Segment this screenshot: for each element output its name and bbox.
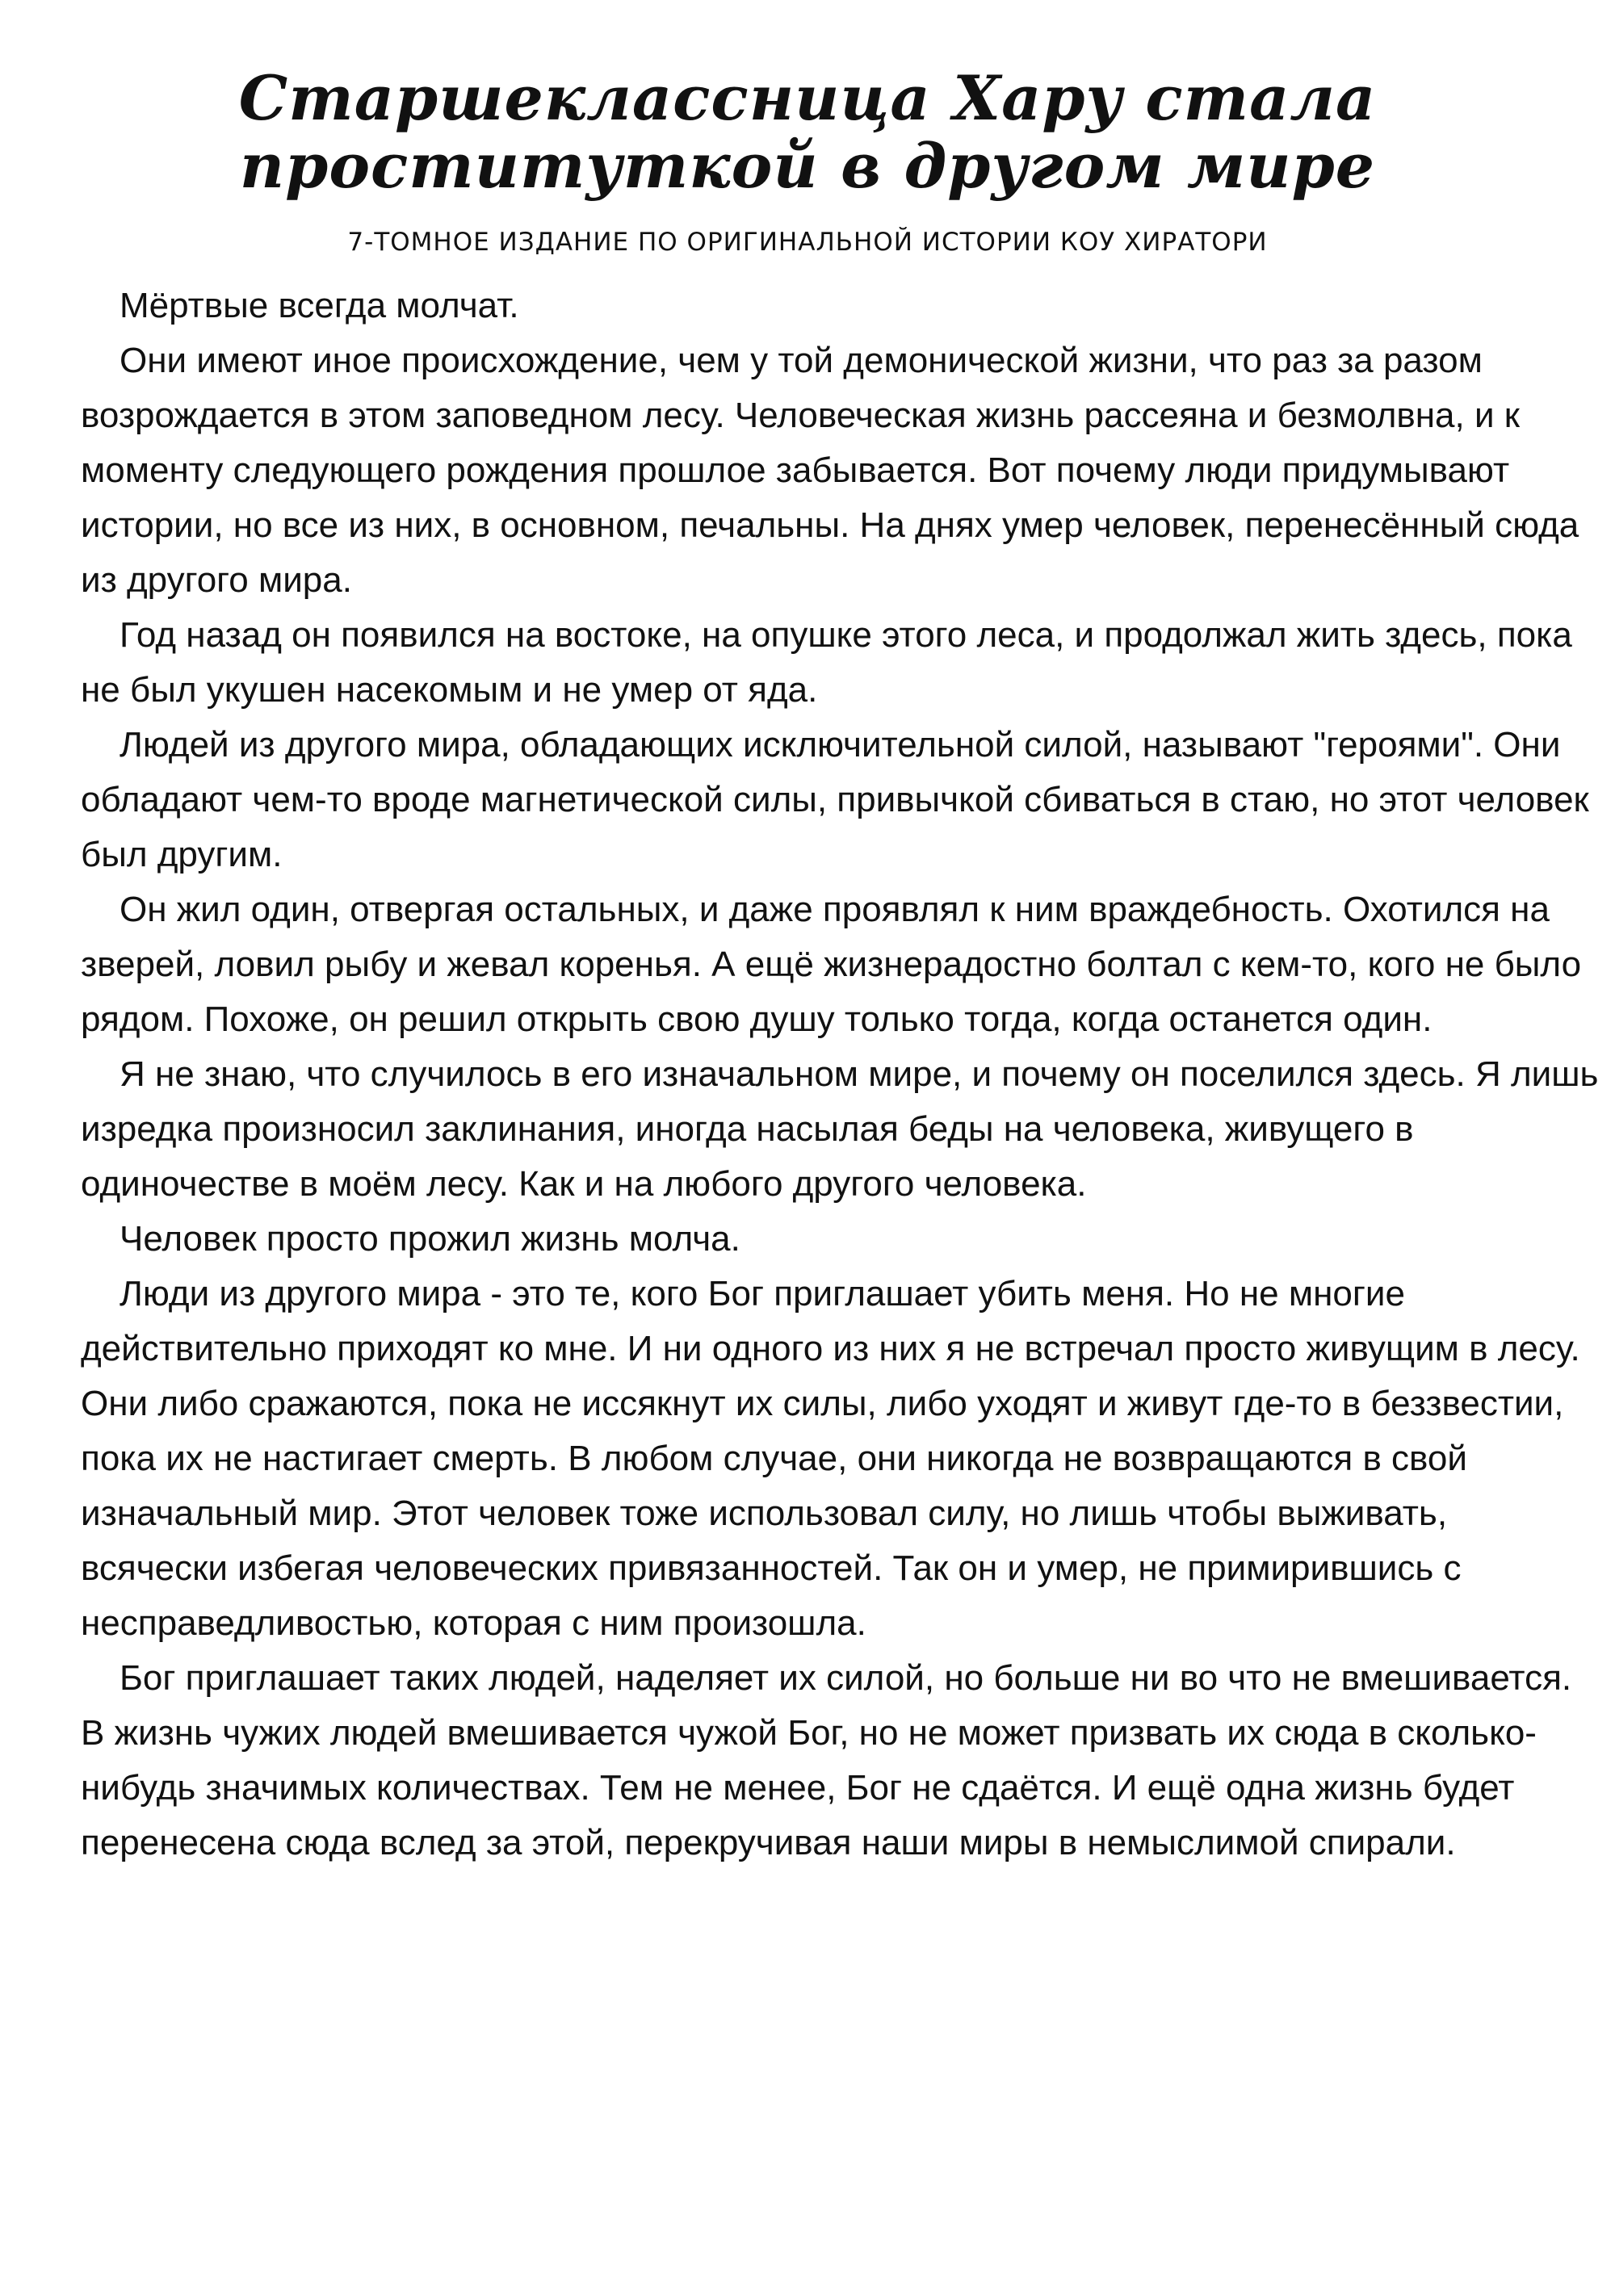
subtitle: 7-ТОМНОЕ ИЗДАНИЕ ПО ОРИГИНАЛЬНОЙ ИСТОРИИ КОУ ХИРАТОРИ — [347, 228, 1268, 257]
paragraph: Бог приглашает таких людей, наделяет их силой, но больше ни во что не вмешивается. В жизнь чужих людей вмешивается чужой Бог, но не может призвать их сюда в сколько-нибудь значимых количествах. Тем не менее, Бог не сдаётся. И ещё одна жизнь будет перенесена сюда вслед за этой, перекручивая наши миры в немыслимой спирали. — [81, 1658, 1572, 1862]
body-text — [81, 279, 1599, 1871]
title-line-2: проституткой в другом мире — [239, 130, 1376, 202]
paragraph: Людей из другого мира, обладающих исключительной силой, называют "героями". Они обладают чем-то вроде магнетической силы, привычкой сбиваться в стаю, но этот человек был другим. — [81, 725, 1589, 874]
title-block — [0, 62, 1615, 258]
paragraph: Год назад он появился на востоке, на опушке этого леса, и продолжал жить здесь, пока не был укушен насекомым и не умер от яда. — [81, 615, 1572, 710]
paragraph: Человек просто прожил жизнь молча. — [120, 1219, 740, 1259]
paragraph: Он жил один, отвергая остальных, и даже проявлял к ним враждебность. Охотился на зверей, ловил рыбу и жевал коренья. А ещё жизнерадостно болтал с кем-то, кого не было рядом. Похоже, он решил открыть свою душу только тогда, когда останется один. — [81, 890, 1582, 1039]
paragraph: Люди из другого мира - это те, кого Бог приглашает убить меня. Но не многие действительно приходят ко мне. И ни одного из них я не встречал просто живущим в лесу. Они либо сражаются, пока не иссякнут их силы, либо уходят и живут где-то в беззвестии, пока их не настигает смерть. В любом случае, они никогда не возвращаются в свой изначальный мир. Этот человек тоже использовал силу, но лишь чтобы выживать, всячески избегая человеческих привязанностей. Так он и умер, не примирившись с несправедливостью, которая с ним произошла. — [81, 1274, 1580, 1643]
paragraph: Они имеют иное происхождение, чем у той демонической жизни, что раз за разом возрождается в этом заповедном лесу. Человеческая жизнь рассеяна и безмолвна, и к моменту следующего рождения прошлое забывается. Вот почему люди придумывают истории, но все из них, в основном, печальны. На днях умер человек, перенесённый сюда из другого мира. — [81, 341, 1579, 600]
paragraph: Мёртвые всегда молчат. — [120, 286, 519, 325]
paragraph: Я не знаю, что случилось в его изначальном мире, и почему он поселился здесь. Я лишь изредка произносил заклинания, иногда насылая беды на человека, живущего в одиночестве в моём лесу. Как и на любого другого человека. — [81, 1054, 1599, 1204]
title-line-1: Старшеклассница Хару стала — [238, 62, 1377, 134]
